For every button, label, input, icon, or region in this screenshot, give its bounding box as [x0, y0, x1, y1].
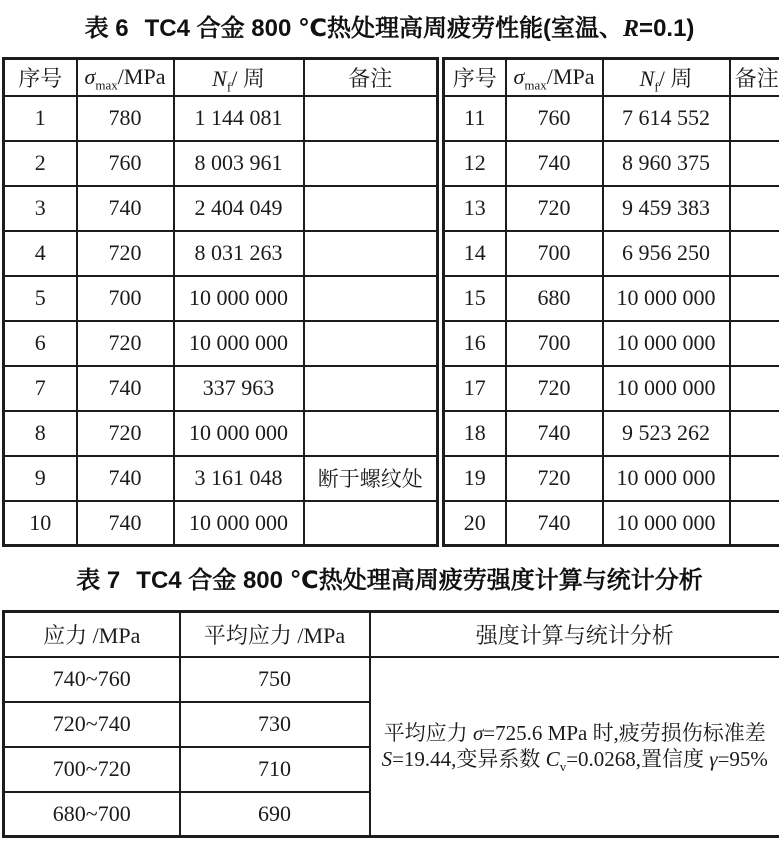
cell-note [304, 186, 438, 231]
cell-seq: 7 [4, 366, 77, 411]
table6-title-tail: =0.1) [639, 15, 695, 42]
cell-seq: 12 [444, 141, 506, 186]
cell-cycles: 9 523 262 [603, 411, 730, 456]
sigma-subscript: max [95, 77, 118, 93]
cell-seq: 4 [4, 231, 77, 276]
cell-cycles: 10 000 000 [174, 411, 304, 456]
table-row [444, 141, 779, 186]
cell-seq: 19 [444, 456, 506, 501]
cell-seq: 15 [444, 276, 506, 321]
cell-range: 740~760 [4, 657, 180, 702]
cell-stress: 720 [506, 366, 603, 411]
cell-cycles: 8 960 375 [603, 141, 730, 186]
table6-title-label: 表 6 [84, 15, 129, 42]
header-row [4, 59, 438, 96]
cell-note [730, 186, 779, 231]
cell-stress: 700 [506, 231, 603, 276]
n-symbol: N [639, 65, 655, 91]
sigma-symbol: σ [513, 64, 525, 90]
cell-stress: 740 [77, 456, 174, 501]
cell-note [304, 96, 438, 141]
cell-stress: 740 [77, 186, 174, 231]
cell-seq: 14 [444, 231, 506, 276]
table-row [444, 456, 779, 501]
cell-cycles: 8 003 961 [174, 141, 304, 186]
table-row [4, 186, 438, 231]
table-row [4, 657, 779, 702]
stats-text: 平均应力 [383, 721, 473, 746]
table6-title-text: TC4 合金 800 ℃热处理高周疲劳性能(室温、 [144, 15, 624, 42]
cell-stress: 740 [506, 411, 603, 456]
cell-cycles: 10 000 000 [603, 456, 730, 501]
cell-note [730, 276, 779, 321]
table-row [4, 321, 438, 366]
table-row [444, 411, 779, 456]
cell-note [730, 366, 779, 411]
cell-note [730, 96, 779, 141]
stats-text: =95% [717, 747, 768, 772]
cell-stress: 760 [506, 96, 603, 141]
table6-title [0, 8, 779, 43]
cell-cycles: 10 000 000 [603, 321, 730, 366]
cell-note [730, 141, 779, 186]
stress-ratio-symbol: R [623, 16, 640, 42]
cell-cycles: 2 404 049 [174, 186, 304, 231]
cell-cycles: 10 000 000 [174, 321, 304, 366]
table6-left-half [2, 57, 439, 547]
table7 [2, 610, 779, 838]
cell-note [730, 321, 779, 366]
table7-title-label: 表 7 [76, 567, 121, 594]
table7-title-text: TC4 合金 800 ℃热处理高周疲劳强度计算与统计分析 [136, 567, 703, 594]
cell-seq: 18 [444, 411, 506, 456]
n-symbol: N [212, 65, 227, 91]
cell-cycles: 6 956 250 [603, 231, 730, 276]
cell-stress: 680 [506, 276, 603, 321]
table6 [2, 57, 779, 547]
cell-seq: 10 [4, 501, 77, 546]
table7-title [0, 560, 779, 595]
n-subscript: f [654, 79, 659, 95]
table-row [4, 96, 438, 141]
cell-note [730, 501, 779, 546]
col-header-mean-stress: 平均应力 /MPa [180, 612, 370, 657]
cell-seq: 11 [444, 96, 506, 141]
sigma-unit: /MPa [117, 64, 166, 90]
cell-note [304, 321, 438, 366]
cell-note [304, 366, 438, 411]
cell-cycles: 1 144 081 [174, 96, 304, 141]
cell-cycles: 10 000 000 [174, 501, 304, 546]
cell-note: 断于螺纹处 [304, 456, 438, 501]
n-unit: / 周 [231, 65, 265, 91]
cell-stress: 740 [506, 501, 603, 546]
n-subscript: f [226, 79, 232, 95]
cell-stress: 700 [77, 276, 174, 321]
cell-cycles: 8 031 263 [174, 231, 304, 276]
sigma-symbol: σ [472, 721, 484, 746]
table-row [4, 276, 438, 321]
gamma-symbol: γ [709, 747, 718, 772]
cell-note [730, 231, 779, 276]
s-symbol: S [381, 747, 393, 772]
stats-text: =19.44,变异系数 [392, 747, 546, 772]
cell-stress: 740 [506, 141, 603, 186]
table-row [4, 456, 438, 501]
cell-cycles: 7 614 552 [603, 96, 730, 141]
cell-stress: 720 [77, 321, 174, 366]
cell-seq: 16 [444, 321, 506, 366]
table-row [444, 186, 779, 231]
cell-stress: 720 [77, 411, 174, 456]
col-header-seq: 序号 [4, 59, 77, 96]
cell-note [304, 231, 438, 276]
cell-note [304, 501, 438, 546]
cv-symbol: C [545, 747, 560, 772]
col-header-max-stress [77, 59, 174, 96]
cell-mean: 750 [180, 657, 370, 702]
cell-seq: 17 [444, 366, 506, 411]
table-row [4, 141, 438, 186]
table-row [4, 411, 438, 456]
cell-note [730, 411, 779, 456]
col-header-note: 备注 [304, 59, 438, 96]
cell-range: 720~740 [4, 702, 180, 747]
cv-subscript: v [559, 759, 567, 775]
cell-stress: 780 [77, 96, 174, 141]
cell-stress: 720 [506, 186, 603, 231]
col-header-note: 备注 [730, 59, 779, 96]
cell-seq: 1 [4, 96, 77, 141]
table-row [444, 501, 779, 546]
cell-cycles: 9 459 383 [603, 186, 730, 231]
cell-stress: 740 [77, 366, 174, 411]
sigma-unit: /MPa [546, 64, 595, 90]
col-header-seq: 序号 [444, 59, 506, 96]
col-header-analysis: 强度计算与统计分析 [370, 612, 779, 657]
cell-note [304, 276, 438, 321]
header-row [4, 612, 779, 657]
col-header-stress-range: 应力 /MPa [4, 612, 180, 657]
cell-seq: 6 [4, 321, 77, 366]
cell-cycles: 3 161 048 [174, 456, 304, 501]
cell-mean: 710 [180, 747, 370, 792]
sigma-subscript: max [524, 77, 547, 93]
cell-cycles: 10 000 000 [603, 276, 730, 321]
table-row [4, 231, 438, 276]
cell-note [304, 411, 438, 456]
cell-stress: 720 [506, 456, 603, 501]
table-row [4, 366, 438, 411]
cell-seq: 9 [4, 456, 77, 501]
table-row [444, 96, 779, 141]
cell-note [730, 456, 779, 501]
table-row [4, 501, 438, 546]
cell-range: 680~700 [4, 792, 180, 837]
sigma-symbol: σ [84, 64, 96, 90]
stats-cell [370, 657, 779, 837]
table-row [444, 231, 779, 276]
col-header-max-stress [506, 59, 603, 96]
cell-range: 700~720 [4, 747, 180, 792]
cell-seq: 8 [4, 411, 77, 456]
cell-mean: 730 [180, 702, 370, 747]
cell-seq: 3 [4, 186, 77, 231]
cell-cycles: 10 000 000 [603, 366, 730, 411]
cell-stress: 720 [77, 231, 174, 276]
cell-stress: 700 [506, 321, 603, 366]
cell-mean: 690 [180, 792, 370, 837]
cell-cycles: 337 963 [174, 366, 304, 411]
cell-seq: 5 [4, 276, 77, 321]
table6-right-half [442, 57, 779, 547]
table-row [444, 321, 779, 366]
col-header-cycles [174, 59, 304, 96]
cell-seq: 2 [4, 141, 77, 186]
stats-text: =0.0268,置信度 [566, 747, 710, 772]
cell-seq: 20 [444, 501, 506, 546]
cell-cycles: 10 000 000 [174, 276, 304, 321]
cell-stress: 760 [77, 141, 174, 186]
table-row [444, 366, 779, 411]
cell-stress: 740 [77, 501, 174, 546]
cell-cycles: 10 000 000 [603, 501, 730, 546]
cell-seq: 13 [444, 186, 506, 231]
n-unit: / 周 [658, 65, 693, 91]
header-row [444, 59, 779, 96]
stats-text: =725.6 MPa 时,疲劳损伤标准差 [483, 721, 766, 746]
table-row [444, 276, 779, 321]
col-header-cycles [603, 59, 730, 96]
cell-note [304, 141, 438, 186]
